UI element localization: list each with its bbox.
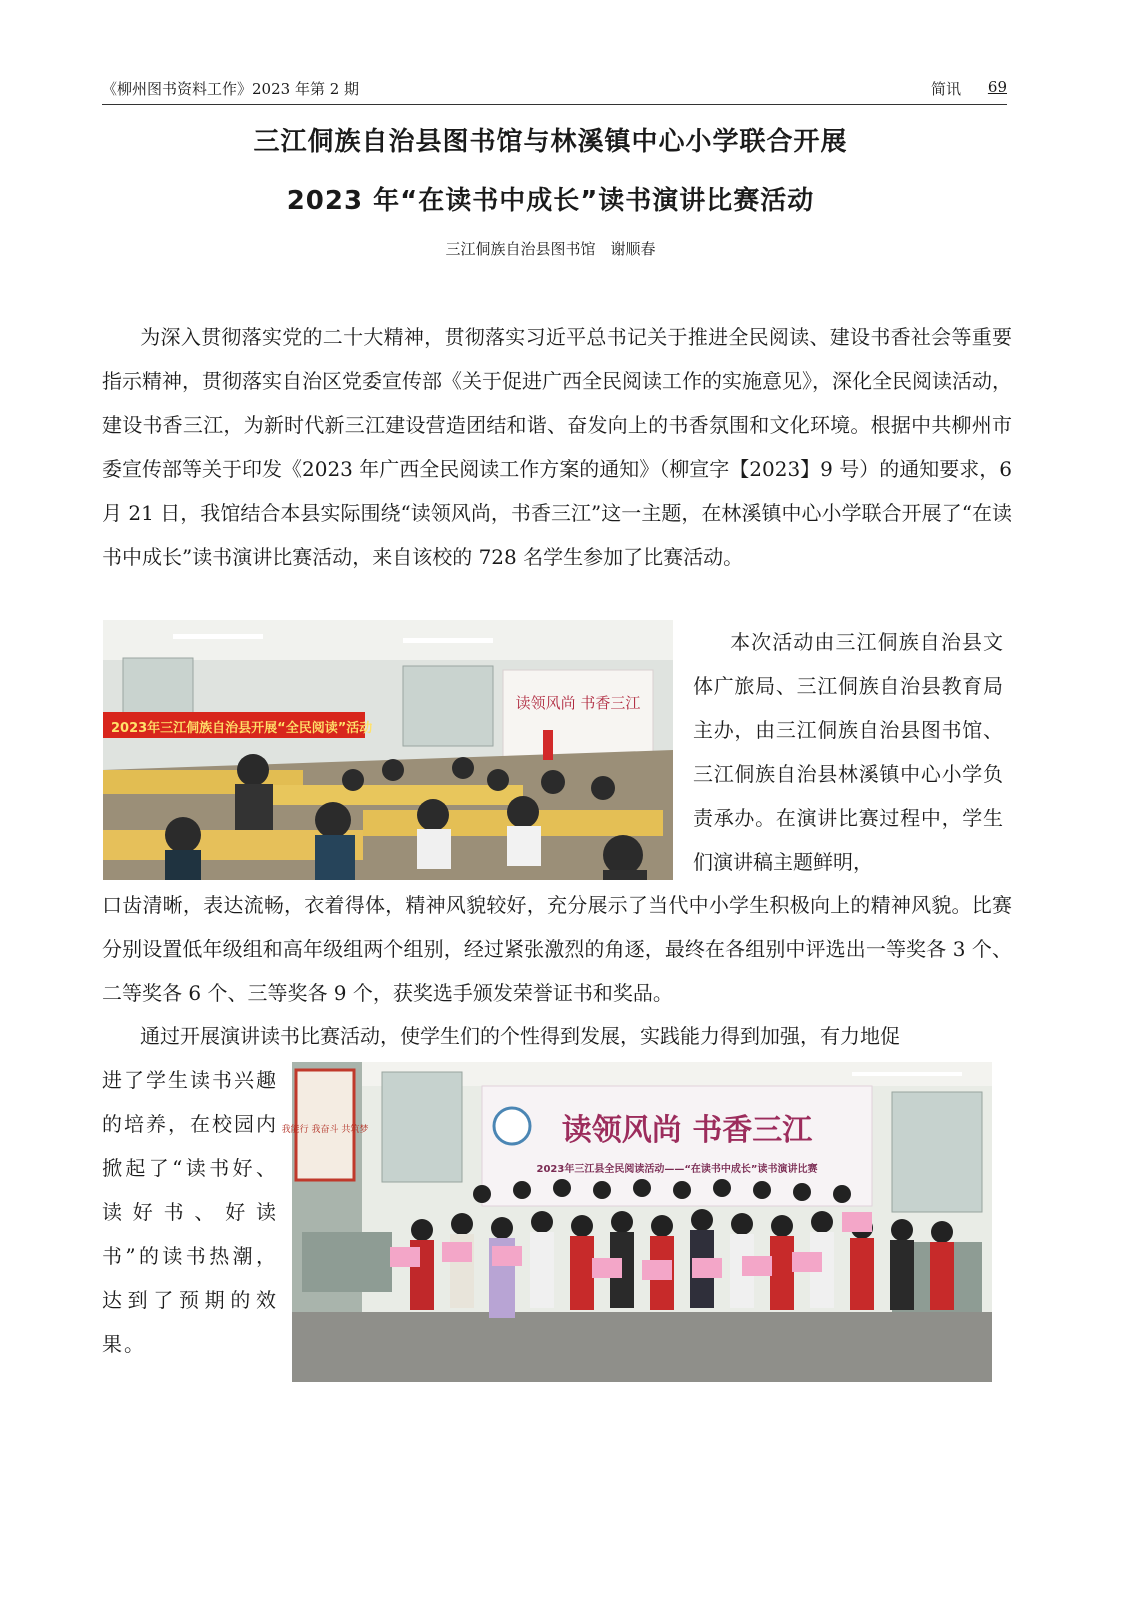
classroom-photo [103, 620, 673, 880]
page-number: 69 [987, 78, 1007, 96]
paragraph-3-text: 通过开展演讲读书比赛活动，使学生们的个性得到发展，实践能力得到加强，有力地促 [140, 1024, 900, 1048]
paragraph-1 [102, 315, 1012, 623]
paragraph-2-continued: 口齿清晰，表达流畅，衣着得体，精神风貌较好，充分展示了当代中小学生积极向上的精神风貌。比赛分别设置低年级组和高年级组两个组别，经过紧张激烈的角逐，最终在各组别中评选出一等奖各 3 个、二等奖各 6 个、三等奖各 9 个，获奖选手颁发荣誉证书和奖品。 [102, 893, 1012, 1005]
red-banner-text: 2023年三江侗族自治县开展“全民阅读”活动 [111, 721, 373, 736]
article-byline: 三江侗族自治县图书馆 谢顺春 [445, 240, 656, 258]
running-header [102, 78, 1007, 105]
paragraph-3 [102, 1014, 1012, 1058]
article-title-line1: 三江侗族自治县图书馆与林溪镇中心小学联合开展 [253, 127, 848, 157]
article-title-line2: 2023 年“在读书中成长”读书演讲比赛活动 [286, 186, 815, 216]
poster-text: 我能行 我奋斗 共筑梦 [281, 1125, 369, 1135]
section-label: 简讯 [930, 80, 961, 98]
backdrop-subtitle: 2023年三江县全民阅读活动——“在读书中成长”读书演讲比赛 [536, 1164, 818, 1175]
paragraph-1-text: 为深入贯彻落实党的二十大精神，贯彻落实习近平总书记关于推进全民阅读、建设书香社会等重要指示精神，贯彻落实自治区党委宣传部《关于促进广西全民阅读工作的实施意见》，深化全民阅读活动，建设书香三江，为新时代新三江建设营造团结和谐、奋发向上的书香氛围和文化环境。根据中共柳州市委宣传部等关于印发《2023 年广西全民阅读工作方案的通知》（柳宣字【2023】9 号）的通知要求，6 月 21 日，我馆结合本县实际围绕“读领风尚，书香三江”这一主题，在林溪镇中心小学联合开展了“在读书中成长”读书演讲比赛活动，来自该校的 728 名学生参加了比赛活动。 [102, 325, 1012, 569]
award-winners-photo [281, 1062, 992, 1382]
paragraph-2-side [693, 620, 1003, 884]
paragraph-3-side: 进了学生读书兴趣的培养，在校园内掀起了“读书好、读好书、好读书”的读书热潮，达到了预期的效果。 [102, 1068, 278, 1356]
paragraph-2-side-text: 本次活动由三江侗族自治县文体广旅局、三江侗族自治县教育局主办，由三江侗族自治县图书馆、三江侗族自治县林溪镇中心小学负责承办。在演讲比赛过程中，学生们演讲稿主题鲜明， [693, 630, 1003, 874]
classroom-photo-image [103, 620, 673, 880]
backdrop-title: 读领风尚 书香三江 [561, 1113, 813, 1148]
journal-name: 《柳州图书资料工作》2023 年第 2 期 [102, 80, 360, 98]
backdrop-text: 读领风尚 书香三江 [515, 694, 641, 712]
award-winners-photo-image [281, 1062, 992, 1382]
